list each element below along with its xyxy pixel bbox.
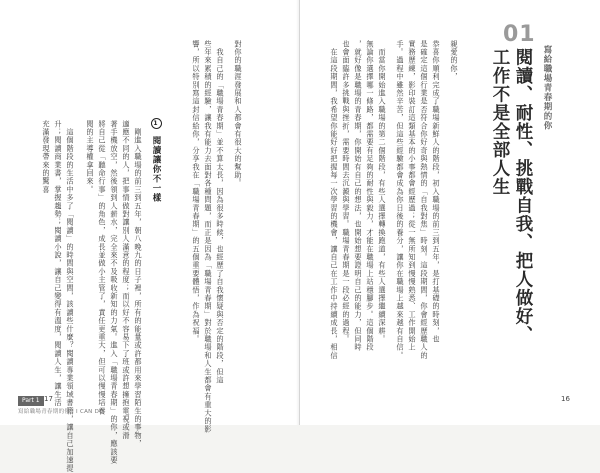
right-page-number: 16 (561, 395, 570, 403)
left-section-paragraph: 升；閱讀商業書，掌握趨勢；閱讀小說，讓自己變得有溫度，閱讀人生，讓生活 (54, 120, 63, 407)
chapter-title-line: 工作不是全部人生 (490, 48, 510, 196)
left-section-paragraph: 充滿發現帶來的驚喜 (42, 120, 51, 194)
right-paragraph: 手。過程中雖然辛苦，但這些經驗都會成為你日後的養分，讓你在職場上越來越有自信。 (396, 40, 405, 360)
left-section-paragraph: 閱的主導權拿回來。 (86, 120, 95, 194)
right-paragraph: 實務歷練，影印裝訂這類基本的小事都會經歷過；從一無所知到慢慢熟悉、工作開始上 (408, 40, 417, 352)
left-section-paragraph: 適應不同的人，把事情做對讓別人滿意的程度；而以好不容易下了班或許想擁抱電視或滑 (122, 120, 131, 440)
left-page-number: 17 (44, 395, 53, 403)
running-title: 寫給職場青春期的你｜I CAN DO (18, 409, 104, 415)
left-section-paragraph: 這個階段的生活中多了「閱讀」的時間與空間，該讀些什麼？閱讀專業領域書籍，讓自己加速提 (66, 120, 75, 473)
chapter-title-line: 閱讀、耐性、挑戰自我、把人做好、 (513, 48, 533, 344)
right-paragraph: 而當你開始進入職場的第二個階段，有些人選擇轉換跑道，有些人選擇繼續深耕。 (378, 40, 387, 344)
section-heading (150, 118, 162, 202)
right-paragraph: 恭喜你順利完成了職場新鮮人的階段，初入職場的前三到五年，是打基礎的時刻，也 (432, 40, 441, 344)
right-page (300, 0, 600, 425)
right-paragraph: 無論你選擇哪一條路，都需要有足夠的耐性與毅力，才能在職場上站穩腳步。這個階段 (366, 40, 375, 352)
right-paragraph: ，就好像是職場的青春期，你開始有自己的想法，也開始想要證明自己的能力，但同時 (354, 40, 363, 352)
part-label: Part 1 (18, 396, 44, 406)
right-paragraph: 也會面臨許多挑戰與挫折，需要時間去沉澱與學習。職場青春期是一段必經的過程。 (342, 40, 351, 344)
right-paragraph: 是確定這個行業是否符合你好奇與熱情的「自我對焦」時刻。這段期間，你會經歷職人的 (420, 40, 429, 360)
left-paragraph: 對你的職涯發展和人都會有很大的幫助。 (234, 40, 243, 188)
section-heading-text: 閱讀讓你不一樣 (151, 135, 161, 203)
left-paragraph: 些年來累積的經驗，讓我有能力去面對各種問題，而正是因為「職場青春期」對於職場和人生都會有重大的影 (204, 40, 213, 434)
chapter-number: 01 (503, 22, 536, 47)
chapter-subtitle: 寫給職場青春期的你 (542, 45, 552, 131)
right-paragraph: 在這段期間，我希望你能好好把握每一次學習的機會，讓自己在工作中持續成長，相信 (330, 40, 339, 360)
left-section-paragraph: 將自己從「聽命行事」的角色，成長並做小主管了，責任更重大，但可以慢慢培養 (98, 120, 107, 416)
left-section-paragraph: 著手機放空，然後領到人薪水，完全來不及吸收新知的力氣。進入「職場青春期」的你，應該要 (110, 120, 119, 465)
left-section-paragraph: 剛進入職場的前三到五年，朝八晚九的日子裡，所有的能量或許都用來學習陌生的事物， (134, 120, 143, 448)
section-number: 1 (151, 118, 162, 129)
greeting: 親愛的你， (450, 40, 459, 81)
left-paragraph: 響，所以特別寫這封信給你，分享我在「職場青春期」的五個重要體悟，作為祝福。 (192, 40, 201, 344)
left-paragraph: 我自己的「職場青春期」並不算太長，因為很多時候，也經歷了自我懷疑與否定的階段，但這 (216, 40, 225, 385)
